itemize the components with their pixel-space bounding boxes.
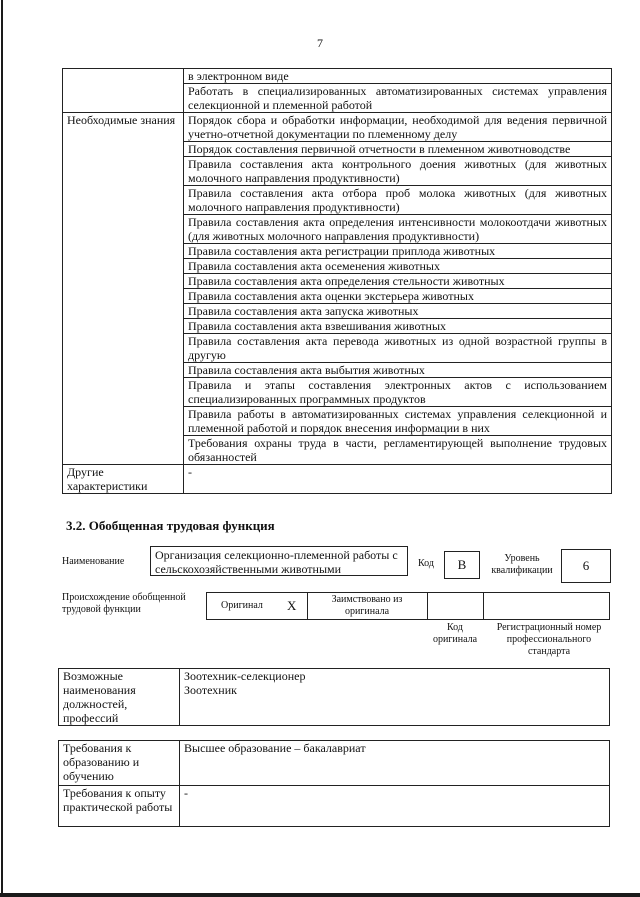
table-row [59, 669, 610, 726]
table-row [63, 113, 612, 142]
original-label: Оригинал [221, 600, 263, 611]
experience-label: Требования к опыту практической работы [59, 786, 180, 827]
experience-value: - [180, 786, 610, 827]
row-label: Другие характеристики [63, 465, 184, 494]
position-item: Зоотехник-селекционер [184, 669, 306, 683]
borrowed-label: Заимствовано из оригинала [331, 594, 403, 617]
row-value: - [184, 465, 612, 494]
scan-edge-bottom [0, 893, 640, 897]
row-label: Необходимые знания [63, 113, 184, 465]
position-item: Зоотехник [184, 683, 237, 697]
row-value: Порядок сбора и обработки информации, необходимой для ведения первичной учетно-отчетной документации по племенному делу [184, 113, 612, 142]
row-label [63, 69, 184, 113]
row-value: Правила составления акта перевода животных из одной возрастной группы в другую [184, 334, 612, 363]
knowledge-table-body [63, 69, 612, 494]
table-row [63, 69, 612, 84]
row-value: Правила работы в автоматизированных системах управления селекционной и племенной работой и порядок внесения информации в них [184, 407, 612, 436]
origin-code-label: Код оригинала [432, 622, 478, 645]
row-value: Правила составления акта осеменения животных [184, 259, 612, 274]
origin-table [206, 592, 610, 620]
code-value: B [457, 557, 467, 572]
code-label: Код [418, 558, 434, 569]
row-value: Правила и этапы составления электронных актов с использованием специализированных программных продуктов [184, 378, 612, 407]
education-label: Требования к образованию и обучению [59, 741, 180, 786]
row-value: Правила составления акта взвешивания животных [184, 319, 612, 334]
level-label: Уровень квалификации [491, 553, 553, 576]
row-value: Порядок составления первичной отчетности в племенном животноводстве [184, 142, 612, 157]
row-value: Правила составления акта регистрации приплода животных [184, 244, 612, 259]
row-value: Правила составления акта оценки экстерьера животных [184, 289, 612, 304]
row-value: Правила составления акта определения интенсивности молокоотдачи животных (для животных молочного направления продуктивности) [184, 215, 612, 244]
table-row [59, 741, 610, 786]
origin-label: Происхождение обобщенной трудовой функции [62, 592, 186, 615]
education-value: Высшее образование – бакалавриат [180, 741, 610, 786]
row-value: Требования охраны труда в части, регламентирующей выполнение трудовых обязанностей [184, 436, 612, 465]
table-row [63, 465, 612, 494]
positions-table [58, 668, 610, 726]
positions-label: Возможные наименования должностей, профессий [59, 669, 180, 726]
level-value: 6 [582, 558, 590, 573]
table-row [59, 786, 610, 827]
row-value: Правила составления акта отбора проб молока животных (для животных молочного направления продуктивности) [184, 186, 612, 215]
origin-divider [427, 593, 428, 619]
knowledge-table [62, 68, 612, 494]
positions-values-cell [180, 669, 610, 726]
origin-divider [307, 593, 308, 619]
row-value: в электронном виде [184, 69, 612, 84]
page-number: 7 [317, 36, 323, 50]
reg-number-label: Регистрационный номер профессионального стандарта [496, 622, 602, 657]
row-value: Работать в специализированных автоматизированных системах управления селекционной и племенной работой [184, 84, 612, 113]
name-value-box [150, 546, 408, 576]
row-value: Правила составления акта определения стельности животных [184, 274, 612, 289]
origin-divider [483, 593, 484, 619]
code-value-box [444, 551, 480, 579]
row-value: Правила составления акта запуска животных [184, 304, 612, 319]
scan-edge-left [1, 0, 3, 897]
section-heading: 3.2. Обобщенная трудовая функция [66, 518, 275, 533]
original-mark: X [287, 598, 297, 613]
row-value: Правила составления акта контрольного доения животных (для животных молочного направления продуктивности) [184, 157, 612, 186]
requirements-table [58, 740, 610, 827]
level-value-box [561, 549, 611, 583]
row-value: Правила составления акта выбытия животных [184, 363, 612, 378]
name-value: Организация селекционно-племенной работы с сельскохозяйственными животными [155, 548, 398, 576]
name-label: Наименование [62, 556, 125, 567]
